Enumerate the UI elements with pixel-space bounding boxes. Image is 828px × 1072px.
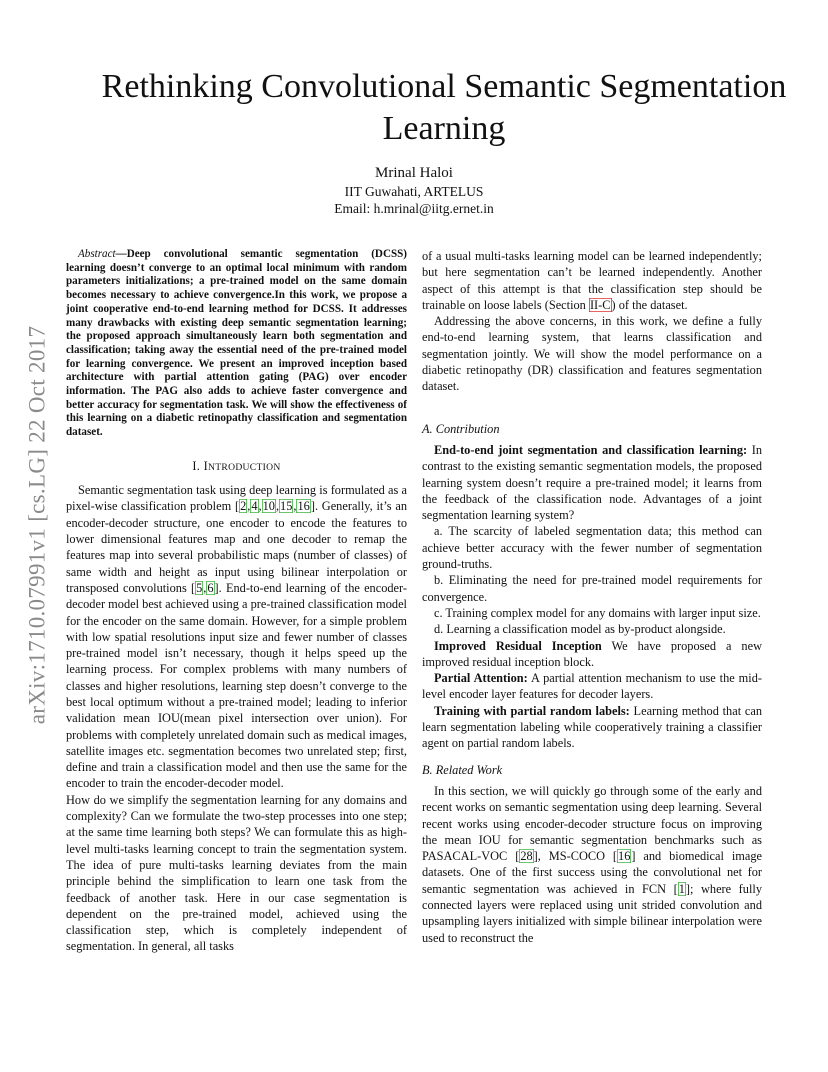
contribution-e2e: End-to-end joint segmentation and classification learning: In contrast to the existing semantic segmentation models, the proposed learning system doesn’t require a pre-trained model; it learns from the feedback of the classification node. Advantages of a joint segmentation learning system?: [422, 442, 762, 523]
intro-paragraph-4: Addressing the above concerns, in this work, we define a fully end-to-end learning system, that learns classification and segmentation jointly. We will show the model performance on a diabetic retinopathy (DR) classification and features segmentation dataset.: [422, 314, 762, 394]
citation-link[interactable]: 15: [280, 499, 293, 514]
author-block: [0, 163, 828, 217]
citation-link[interactable]: 16: [297, 499, 310, 514]
left-column: [66, 248, 407, 955]
citation-link[interactable]: 10: [262, 499, 275, 514]
citation-link[interactable]: 2: [240, 499, 247, 514]
contribution-item-d: d. Learning a classification model as by-product alongside.: [434, 622, 726, 637]
abstract-label: Abstract: [78, 248, 116, 260]
contribution-item-c: c. Training complex model for any domains with larger input size.: [434, 605, 761, 620]
intro-paragraph-1: Semantic segmentation task using deep learning is formulated as a pixel-wise classification problem [2,4,10,15,16]. Generally, it’s an encoder-decoder structure, one encoder to encode the features to lower dimensional features map and one decoder to remap the features map into several probabilistic maps (number of classes) of same width and height as input using bilinear interpolation or transposed convolutions [5,6]. End-to-end learning of the encoder-decoder model best achieved using a pre-trained classification model for the encoder on the same domain. However, for a simple problem with low spatial resolutions input size and fewer number of classes pre-trained model isn’t necessary, though it helps speed up the learning process. For complex problems with many numbers of classes and higher resolutions, learning step doesn’t converge to the best local optimum without a pre-trained model; leading to inferior validation mean IOU(mean pixel intersection over union). For problems with completely unrelated domain such as medical images, satellite images etc. segmentation becomes two unrelated step; first, define and train a classification model and then use the same for the encoder to train the encoder-decoder model.: [66, 483, 407, 791]
contribution-item-a: a. The scarcity of labeled segmentation data; this method can achieve better accuracy with the fewer number of segmentation ground-truths.: [422, 524, 762, 572]
citation-link[interactable]: 5: [196, 580, 203, 595]
citation-link[interactable]: 16: [618, 849, 631, 864]
contribution-inception: Improved Residual Inception We have proposed a new improved residual inception block.: [422, 638, 762, 669]
right-column: [422, 248, 762, 946]
author-affiliation: IIT Guwahati, ARTELUS: [344, 184, 484, 199]
abstract-text: —Deep convolutional semantic segmentation (DCSS) learning doesn’t converge to an optimal local minimum with random parameters initializations; a pre-trained model on the same domain becomes necessary to achieve convergence.In this work, we propose a joint cooperative end-to-end learning method for DCSS. It addresses many drawbacks with existing deep semantic segmentation learning; the proposed approach simultaneously learn both segmentation and classification; taking away the essential need of the pre-trained model for learning convergence. We present an improved inception based architecture with partial attention gating (PAG) over encoder information. The PAG also adds to achieve faster convergence and better accuracy for segmentation task. We will show the effectiveness of this learning on a diabetic retinopathy classification and segmentation dataset.: [66, 248, 407, 439]
citation-link[interactable]: 4: [251, 499, 258, 514]
author-email: Email: h.mrinal@iitg.ernet.in: [334, 201, 494, 216]
contribution-partial-attention: Partial Attention: A partial attention mechanism to use the mid-level encoder layer features for decoder layers.: [422, 671, 762, 702]
intro-paragraph-3: of a usual multi-tasks learning model can be learned independently; but here segmentation can’t be learned independently. Another aspect of this attempt is that the classification step should be trainable on loose labels (Section II-C) of the dataset.: [422, 249, 762, 312]
related-work-paragraph: In this section, we will quickly go through some of the early and recent works on semantic segmentation using deep learning. Several recent works using encoder-decoder structure focus on improving the mean IOU for semantic segmentation benchmarks such as PASACAL-VOC [28], MS-COCO [16] and biomedical image datasets. One of the first success using the convolutional net for semantic segmentation was achieved in FCN [1]; where fully connected layers were replaced using unit strided convolution and upsampling layers initialized with simple bilinear interpolation were used to reconstruct the: [422, 783, 762, 945]
citation-link[interactable]: 1: [678, 881, 685, 896]
abstract: [66, 248, 407, 440]
intro-paragraph-2: How do we simplify the segmentation learning for any domains and complexity? Can we formulate the two-step processes into one step; at the same time learning both steps? We can formulate this as high-level multi-tasks learning concept to train the segmentation system. The idea of pure multi-tasks learning deviates from the main principle behind the simplification to learn one task from the feedback of another task. Here in our case segmentation is dependent on the pre-trained model, achieved using the classification step, which is completely independent of segmentation. In general, all tasks: [66, 792, 407, 954]
contribution-item-b: b. Eliminating the need for pre-trained model requirements for convergence.: [422, 573, 762, 604]
citation-link[interactable]: 28: [520, 849, 533, 864]
subsection-heading-contribution: A. Contribution: [422, 421, 500, 436]
citation-link[interactable]: 6: [207, 580, 214, 595]
author-name: Mrinal Haloi: [375, 165, 453, 181]
arxiv-identifier: [22, 290, 52, 760]
section-reference-link[interactable]: II-C: [589, 297, 611, 312]
paper-title: Rethinking Convolutional Semantic Segmentation Learning: [101, 68, 787, 147]
arxiv-id-text: arXiv:1710.07991v1 [cs.LG] 22 Oct 2017: [24, 325, 50, 725]
subsection-heading-related-work: B. Related Work: [422, 762, 503, 777]
section-heading-introduction: I. INTRODUCTION: [192, 458, 281, 473]
contribution-training: Training with partial random labels: Learning method that can learn segmentation labeling while cooperatively training a classifier agent on partial random labels.: [422, 703, 762, 751]
